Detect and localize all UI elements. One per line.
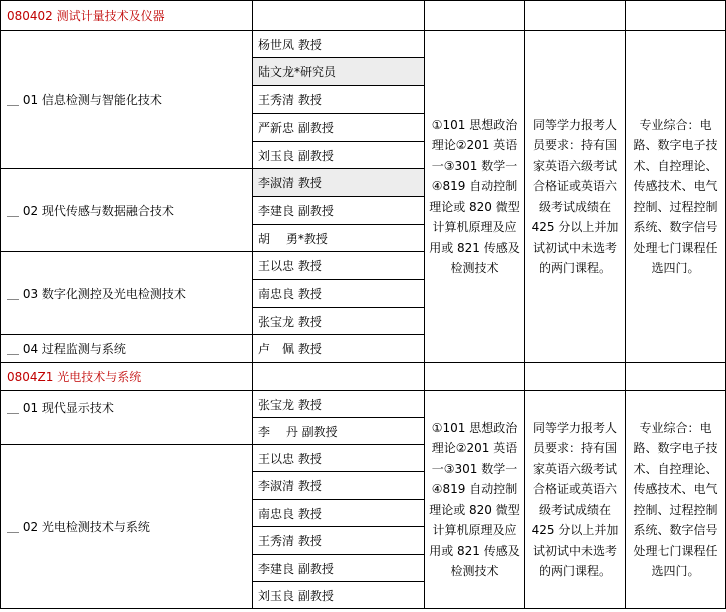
empty-cell [626,363,726,391]
tutor: 胡 勇*教授 [253,225,425,252]
tutor: 严新忠 副教授 [253,114,425,142]
equal-requirements: 同等学力报考人员要求：持有国家英语六级考试合格证或英语六级考试成绩在 425 分以上并加试初试中未选考的两门课程。 [525,31,626,363]
tutor: 王秀清 教授 [253,527,425,555]
tutor: 王秀清 教授 [253,86,425,114]
empty-cell [425,1,525,31]
retest-subjects: 专业综合：电路、数字电子技术、自控理论、传感技术、电气控制、过程控制系统、数字信号处理七门课程任选四门。 [626,31,726,363]
research-direction: ＿ 02 现代传感与数据融合技术 [1,169,253,252]
tutor: 李建良 副教授 [253,197,425,225]
tutor: 张宝龙 教授 [253,391,425,418]
tutor: 李淑清 教授 [253,169,425,197]
tutor: 卢 佩 教授 [253,335,425,363]
empty-cell [525,363,626,391]
empty-cell [253,363,425,391]
empty-cell [626,1,726,31]
empty-cell [425,363,525,391]
tutor: 南忠良 教授 [253,500,425,527]
tutor: 南忠良 教授 [253,280,425,308]
tutor: 刘玉良 副教授 [253,582,425,609]
exam-subjects: ①101 思想政治理论②201 英语一③301 数学一④819 自动控制理论或 820 微型计算机原理及应用或 821 传感及检测技术 [425,31,525,363]
empty-cell [525,1,626,31]
tutor: 杨世凤 教授 [253,31,425,58]
retest-subjects: 专业综合：电路、数字电子技术、自控理论、传感技术、电气控制、过程控制系统、数字信号处理七门课程任选四门。 [626,391,726,609]
research-direction: ＿ 01 现代显示技术 [1,391,253,445]
tutor: 陆文龙*研究员 [253,58,425,86]
empty-cell [253,1,425,31]
tutor: 李建良 副教授 [253,555,425,582]
tutor: 王以忠 教授 [253,445,425,472]
research-direction: ＿ 04 过程监测与系统 [1,335,253,363]
tutor: 张宝龙 教授 [253,308,425,335]
tutor: 李 丹 副教授 [253,418,425,445]
research-direction: ＿ 03 数字化测控及光电检测技术 [1,252,253,335]
tutor: 刘玉良 副教授 [253,142,425,169]
tutor: 王以忠 教授 [253,252,425,280]
section-title: 080402 测试计量技术及仪器 [1,1,253,31]
research-direction: ＿ 01 信息检测与智能化技术 [1,31,253,169]
tutor: 李淑清 教授 [253,472,425,500]
equal-requirements: 同等学力报考人员要求：持有国家英语六级考试合格证或英语六级考试成绩在 425 分以上并加试初试中未选考的两门课程。 [525,391,626,609]
section-title: 0804Z1 光电技术与系统 [1,363,253,391]
research-direction: ＿ 02 光电检测技术与系统 [1,445,253,609]
exam-subjects: ①101 思想政治理论②201 英语一③301 数学一④819 自动控制理论或 820 微型计算机原理及应用或 821 传感及检测技术 [425,391,525,609]
